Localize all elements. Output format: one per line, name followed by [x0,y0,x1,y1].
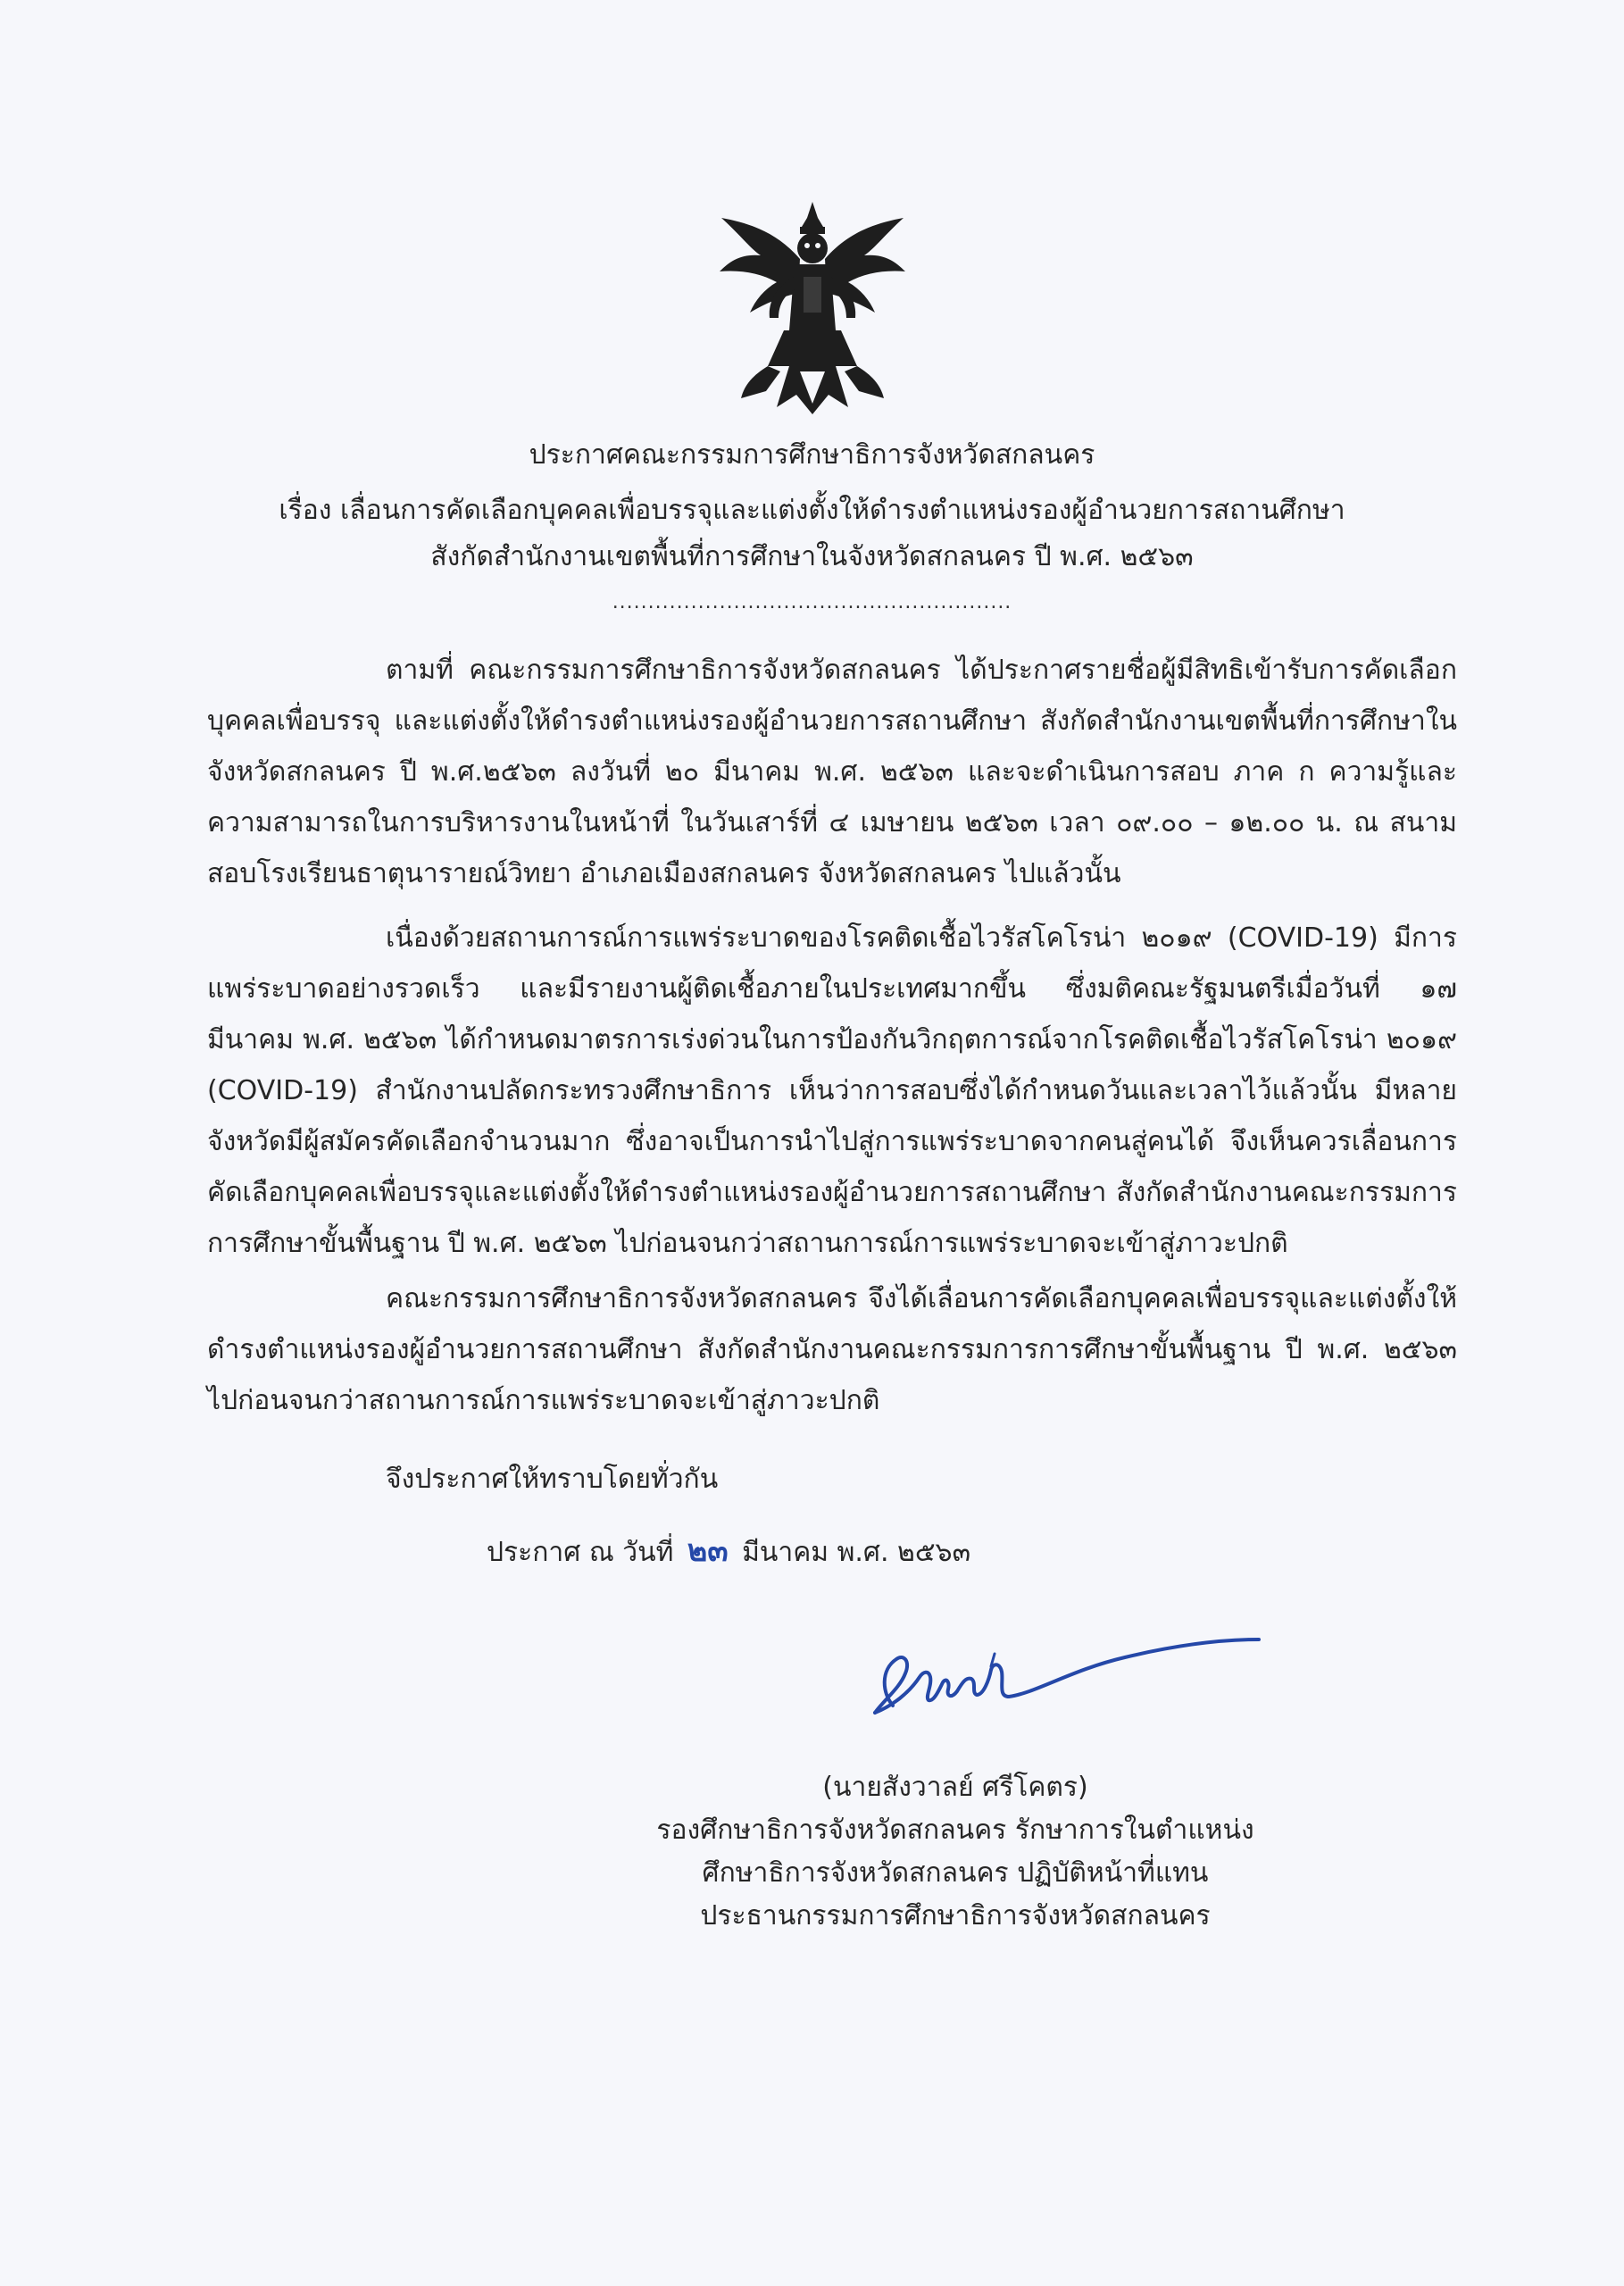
signer-title-line-1: รองศึกษาธิการจังหวัดสกลนคร รักษาการในตำแหน่ง [656,1815,1254,1846]
announcement-subject-continued: สังกัดสำนักงานเขตพื้นที่การศึกษาในจังหวัดสกลนคร ปี พ.ศ. ๒๕๖๓ [430,541,1194,572]
header-separator: ........................................................ [612,591,1012,613]
body-paragraph-3: คณะกรรมการศึกษาธิการจังหวัดสกลนคร จึงได้เลื่อนการคัดเลือกบุคคลเพื่อบรรจุและแต่งตั้งให้ดำรงตำแหน่งรองผู้อำนวยการสถานศึกษา สังกัดสำนักงานคณะกรรมการการศึกษาขั้นพื้นฐาน ปี พ.ศ. ๒๕๖๓ ไปก่อนจนกว่าสถานการณ์การแพร่ระบาดจะเข้าสู่ภาวะปกติ [207,1283,1457,1416]
signer-name: (นายสังวาลย์ ศรีโคตร) [822,1772,1088,1803]
signer-title-line-2: ศึกษาธิการจังหวัดสกลนคร ปฏิบัติหน้าที่แทน [702,1857,1209,1889]
announcement-title: ประกาศคณะกรรมการศึกษาธิการจังหวัดสกลนคร [529,439,1095,471]
date-suffix: มีนาคม พ.ศ. ๒๕๖๓ [742,1537,971,1568]
date-day-handwritten: ๒๓ [687,1533,729,1569]
handwritten-signature [857,1607,1268,1732]
closing-statement: จึงประกาศให้ทราบโดยทั่วกัน [386,1464,719,1495]
announcement-subject: เรื่อง เลื่อนการคัดเลือกบุคคลเพื่อบรรจุและแต่งตั้งให้ดำรงตำแหน่งรองผู้อำนวยการสถานศึกษา [279,495,1345,526]
date-prefix: ประกาศ ณ วันที่ [487,1537,674,1568]
body-paragraph-1: ตามที่ คณะกรรมการศึกษาธิการจังหวัดสกลนคร ได้ประกาศรายชื่อผู้มีสิทธิเข้ารับการคัดเลือกบุคคลเพื่อบรรจุ และแต่งตั้งให้ดำรงตำแหน่งรองผู้อำนวยการสถานศึกษา สังกัดสำนักงานเขตพื้นที่การศึกษาในจังหวัดสกลนคร ปี พ.ศ.๒๕๖๓ ลงวันที่ ๒๐ มีนาคม พ.ศ. ๒๕๖๓ และจะดำเนินการสอบ ภาค ก ความรู้และความสามารถในการบริหารงานในหน้าที่ ในวันเสาร์ที่ ๔ เมษายน ๒๕๖๓ เวลา ๐๙.๐๐ – ๑๒.๐๐ น. ณ สนามสอบโรงเรียนธาตุนารายณ์วิทยา อำเภอเมืองสกลนคร จังหวัดสกลนคร ไปแล้วนั้น [207,655,1457,889]
body-paragraph-2: เนื่องด้วยสถานการณ์การแพร่ระบาดของโรคติดเชื้อไวรัสโคโรน่า ๒๐๑๙ (COVID-19) มีการแพร่ระบาดอย่างรวดเร็ว และมีรายงานผู้ติดเชื้อภายในประเทศมากขึ้น ซึ่งมติคณะรัฐมนตรีเมื่อวันที่ ๑๗ มีนาคม พ.ศ. ๒๕๖๓ ได้กำหนดมาตรการเร่งด่วนในการป้องกันวิกฤตการณ์จากโรคติดเชื้อไวรัสโคโรน่า ๒๐๑๙ (COVID-19) สำนักงานปลัดกระทรวงศึกษาธิการ เห็นว่าการสอบซึ่งได้กำหนดวันและเวลาไว้แล้วนั้น มีหลายจังหวัดมีผู้สมัครคัดเลือกจำนวนมาก ซึ่งอาจเป็นการนำไปสู่การแพร่ระบาดจากคนสู่คนได้ จึงเห็นควรเลื่อนการคัดเลือกบุคคลเพื่อบรรจุและแต่งตั้งให้ดำรงตำแหน่งรองผู้อำนวยการสถานศึกษา สังกัดสำนักงานคณะกรรมการการศึกษาขั้นพื้นฐาน ปี พ.ศ. ๒๕๖๓ ไปก่อนจนกว่าสถานการณ์การแพร่ระบาดจะเข้าสู่ภาวะปกติ [207,922,1457,1259]
signer-title-line-3: ประธานกรรมการศึกษาธิการจังหวัดสกลนคร [700,1900,1211,1931]
garuda-emblem-icon [714,196,911,420]
announcement-date [487,1529,970,1575]
